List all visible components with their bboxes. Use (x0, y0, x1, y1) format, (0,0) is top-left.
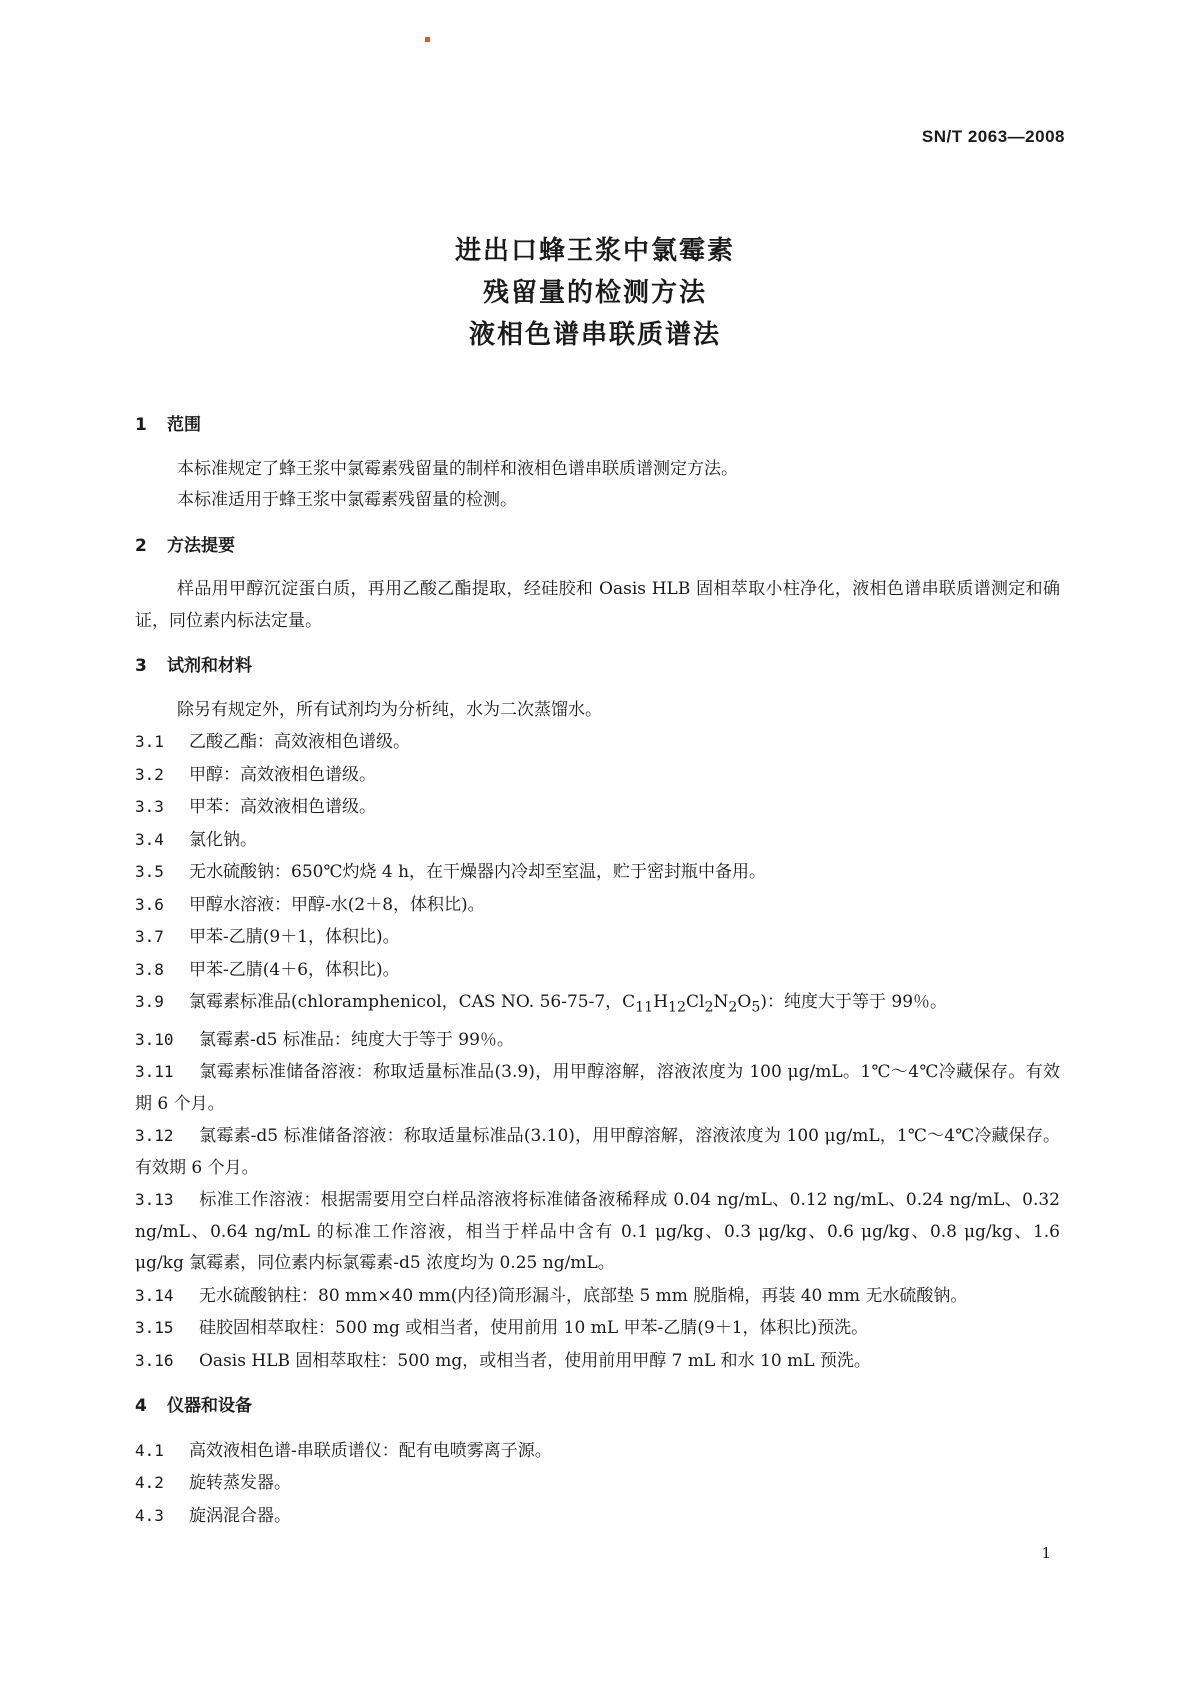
list-item: 3.4 氯化钠。 (135, 829, 257, 850)
list-item: 3.6 甲醇水溶液：甲醇-水(2＋8，体积比)。 (135, 894, 485, 915)
section-heading-apparatus: 4 仪器和设备 (135, 1396, 252, 1417)
list-item: 3.7 甲苯-乙腈(9＋1，体积比)。 (135, 927, 400, 947)
list-item: 3.11 氯霉素标准储备溶液：称取适量标准品(3.9)，用甲醇溶解，溶液浓度为 100 μg/mL。1℃～4℃冷藏保存。有效期 6 个月。 (135, 1062, 1060, 1114)
section-heading-reagents: 3 试剂和材料 (135, 656, 252, 676)
list-item: 3.14 无水硫酸钠柱：80 mm×40 mm(内径)筒形漏斗，底部垫 5 mm 脱脂棉，再装 40 mm 无水硫酸钠。 (135, 1285, 968, 1306)
document-title (0, 230, 1190, 356)
list-item: 3.13 标准工作溶液：根据需要用空白样品溶液将标准储备液稀释成 0.04 ng/mL、0.12 ng/mL、0.24 ng/mL、0.32 ng/mL、0.64 ng/mL 的标准工作溶液，相当于样品中含有 0.1 μg/kg、0.3 μg/kg、0.6 μg/kg、0.8 μg/kg、1.6 μg/kg 氯霉素，同位素内标氯霉素-d5 浓度均为 0.25 ng/mL。 (135, 1190, 1060, 1274)
list-item: 3.16 Oasis HLB 固相萃取柱：500 mg，或相当者，使用前用甲醇 7 mL 和水 10 mL 预洗。 (135, 1350, 871, 1371)
list-item: 3.2 甲醇：高效液相色谱级。 (135, 764, 376, 785)
list-item: 4.1 高效液相色谱-串联质谱仪：配有电喷雾离子源。 (135, 1440, 552, 1461)
page-number: 1 (1041, 1544, 1051, 1562)
title-line-3: 液相色谱串联质谱法 (468, 320, 721, 350)
paragraph: 本标准规定了蜂王浆中氯霉素残留量的制样和液相色谱串联质谱测定方法。 (177, 458, 738, 479)
list-item: 3.10 氯霉素-d5 标准品：纯度大于等于 99％。 (135, 1029, 514, 1050)
list-item: 3.15 硅胶固相萃取柱：500 mg 或相当者，使用前用 10 mL 甲苯-乙腈(9＋1，体积比)预洗。 (135, 1318, 869, 1339)
list-item: 3.5 无水硫酸钠：650℃灼烧 4 h，在干燥器内冷却至室温，贮于密封瓶中备用。 (135, 862, 767, 882)
paragraph: 除另有规定外，所有试剂均为分析纯，水为二次蒸馏水。 (177, 699, 602, 720)
title-line-1: 进出口蜂王浆中氯霉素 (454, 236, 735, 266)
list-item: 4.3 旋涡混合器。 (135, 1505, 291, 1526)
document-body (135, 410, 1060, 1532)
title-line-2: 残留量的检测方法 (482, 278, 707, 308)
list-item: 3.9 氯霉素标准品(chloramphenicol，CAS NO. 56-75-7，$C_{11}H_{12}Cl_2N_2O_5$)：纯度大于等于 99％。 (135, 992, 948, 1016)
list-item: 3.1 乙酸乙酯：高效液相色谱级。 (135, 732, 410, 752)
section-heading-scope: 1 范围 (135, 415, 201, 435)
orange-mark (425, 37, 430, 42)
paragraph: 样品用甲醇沉淀蛋白质，再用乙酸乙酯提取，经硅胶和 Oasis HLB 固相萃取小柱净化，液相色谱串联质谱测定和确证，同位素内标法定量。 (135, 579, 1060, 631)
list-item: 4.2 旋转蒸发器。 (135, 1473, 291, 1494)
section-heading-principle: 2 方法提要 (135, 535, 235, 556)
list-item: 3.8 甲苯-乙腈(4＋6，体积比)。 (135, 959, 400, 980)
list-item: 3.12 氯霉素-d5 标准储备溶液：称取适量标准品(3.10)，用甲醇溶解，溶液浓度为 100 μg/mL，1℃～4℃冷藏保存。有效期 6 个月。 (135, 1126, 1060, 1178)
paragraph: 本标准适用于蜂王浆中氯霉素残留量的检测。 (177, 490, 517, 510)
standard-number: SN/T 2063—2008 (921, 127, 1065, 146)
list-item: 3.3 甲苯：高效液相色谱级。 (135, 797, 376, 817)
